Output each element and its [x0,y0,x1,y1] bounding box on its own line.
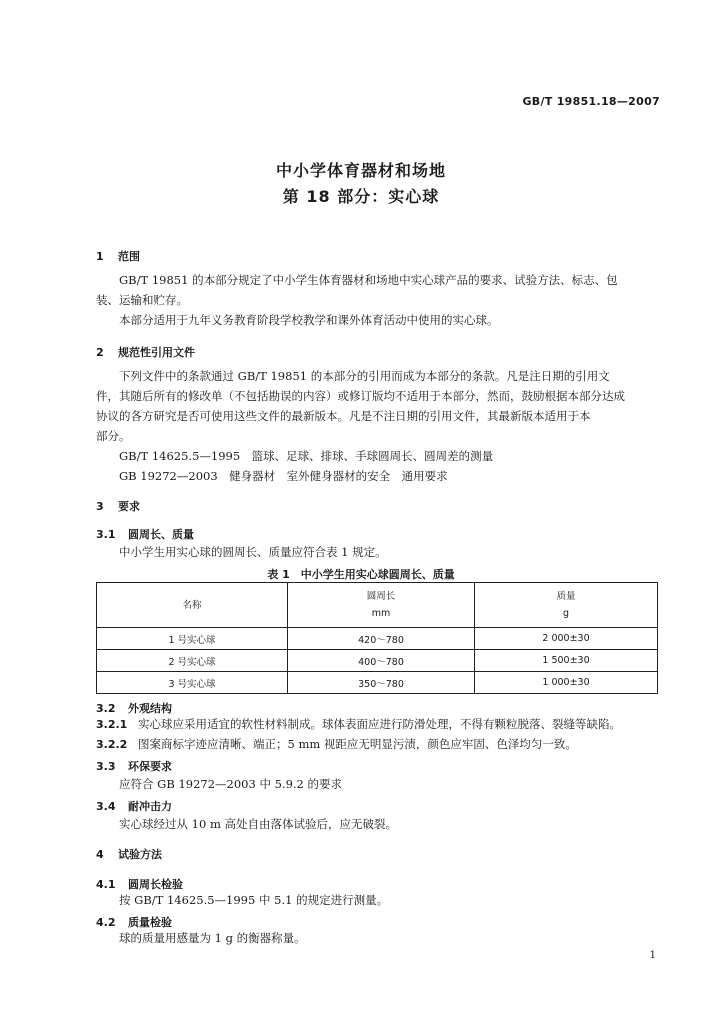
column-header-name: 名称 [97,583,288,628]
section-title: 要求 [118,500,140,513]
subsection-title: 耐冲击力 [128,800,172,813]
subsection-number: 3.2 [96,702,116,715]
standard-code: GB/T 19851.18—2007 [522,95,660,108]
subsection-3-4-heading [96,798,172,814]
section-number: 4 [96,848,104,861]
section-3-heading [96,498,140,514]
paragraph: 球的质量用感量为 1 g 的衡器称量。 [119,931,306,945]
cell-circumference: 350～780 [288,672,475,694]
subsection-3-3-heading [96,758,172,774]
subsection-number: 3.3 [96,760,116,773]
subsection-title: 质量检验 [128,916,172,929]
section-title: 范围 [118,250,140,263]
header-label: 圆周长 [366,591,396,602]
subsection-3-1-heading [96,526,194,542]
paragraph: 部分。 [96,429,131,443]
section-title: 规范性引用文件 [118,346,195,359]
subsection-title: 圆周长、质量 [128,528,194,541]
subsection-title: 环保要求 [128,760,172,773]
section-4-heading [96,846,162,862]
paragraph: 中小学生用实心球的圆周长、质量应符合表 1 规定。 [119,545,387,559]
subsection-number: 3.1 [96,528,116,541]
cell-circumference: 400～780 [288,650,475,672]
paragraph: GB/T 19851 的本部分规定了中小学生体育器材和场地中实心球产品的要求、试验方法、标志、包 [119,273,618,287]
cell-mass: 2 000±30 [475,628,658,650]
subsection-number: 4.1 [96,878,116,891]
subsection-number: 3.4 [96,800,116,813]
cell-mass: 1 000±30 [475,672,658,694]
subsection-title: 外观结构 [128,702,172,715]
cell-name: 1 号实心球 [97,628,288,650]
document-title: 中小学体育器材和场地 [275,161,446,180]
section-number: 1 [96,250,104,263]
document-subtitle: 第 18 部分：实心球 [282,187,440,206]
paragraph: 应符合 GB 19272—2003 中 5.9.2 的要求 [119,777,343,791]
column-header-circumference [288,583,475,628]
header-label: 质量 [556,591,576,602]
section-title: 试验方法 [118,848,162,861]
normative-reference: GB 19272—2003 健身器材 室外健身器材的安全 通用要求 [119,469,448,483]
clause-text: 实心球应采用适宜的软性材料制成。球体表面应进行防滑处理，不得有颗粒脱落、裂缝等缺陷。 [138,717,621,731]
header-unit: mm [371,608,391,619]
paragraph: 装、运输和贮存。 [96,293,188,307]
section-number: 3 [96,500,104,513]
cell-name: 2 号实心球 [97,650,288,672]
paragraph: 实心球经过从 10 m 高处自由落体试验后，应无破裂。 [119,817,398,831]
page-number: 1 [649,950,656,961]
normative-reference: GB/T 14625.5—1995 篮球、足球、排球、手球圆周长、圆周差的测量 [119,449,494,463]
section-2-heading [96,344,195,360]
cell-circumference: 420～780 [288,628,475,650]
table-header-row [97,583,658,628]
cell-name: 3 号实心球 [97,672,288,694]
section-number: 2 [96,346,104,359]
paragraph: 件，其随后所有的修改单（不包括勘误的内容）或修订版均不适用于本部分，然而，鼓励根据本部分达成 [96,389,625,403]
cell-mass: 1 500±30 [475,650,658,672]
subsection-title: 圆周长检验 [128,878,183,891]
clause-number: 3.2.1 [96,718,128,731]
clause-3-2-2 [96,734,577,755]
table-1 [96,582,658,694]
column-header-mass [475,583,658,628]
paragraph: 按 GB/T 14625.5—1995 中 5.1 的规定进行测量。 [119,893,389,907]
subsection-number: 4.2 [96,916,116,929]
table-row [97,628,658,650]
paragraph: 本部分适用于九年义务教育阶段学校教学和课外体育活动中使用的实心球。 [119,313,499,327]
clause-text: 图案商标字迹应清晰、端正；5 mm 视距应无明显污渍，颜色应牢固、色泽均匀一致。 [138,737,577,751]
clause-number: 3.2.2 [96,738,128,751]
table-row [97,672,658,694]
paragraph: 协议的各方研究是否可使用这些文件的最新版本。凡是不注日期的引用文件，其最新版本适用于本 [96,409,591,423]
paragraph: 下列文件中的条款通过 GB/T 19851 的本部分的引用而成为本部分的条款。凡是注日期的引用文 [119,369,610,383]
section-1-heading [96,248,140,264]
clause-3-2-1 [96,714,621,735]
table-row [97,650,658,672]
table-caption: 表 1 中小学生用实心球圆周长、质量 [267,568,455,581]
header-unit: g [562,608,570,619]
